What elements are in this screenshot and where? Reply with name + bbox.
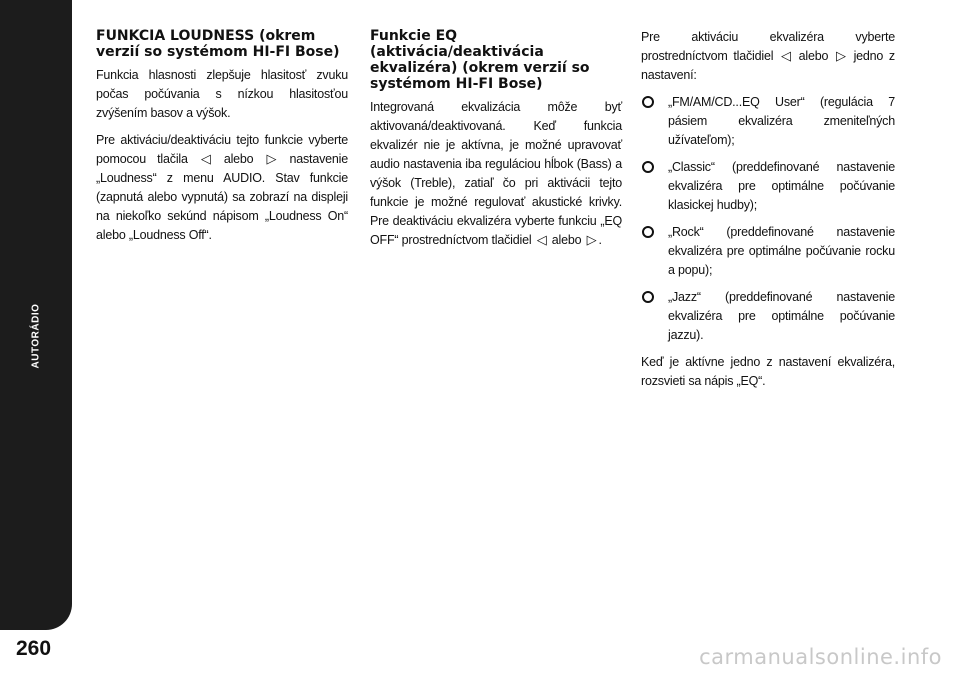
circle-bullet-icon [642,226,654,238]
list-item-text: „FM/AM/CD...EQ User“ (regulácia 7 pásiem ekvalizéra zmeniteľných užívateľom); [668,95,895,147]
circle-bullet-icon [642,291,654,303]
list-item-text: „Rock“ (preddefinované nastavenie ekvalizéra pre optimálne počúvanie rocku a popu); [668,225,895,277]
column-eq [370,28,622,258]
section-side-tab [0,0,72,630]
paragraph-eq-activation [641,28,895,85]
list-item-text: „Jazz“ (preddefinované nastavenie ekvalizéra pre optimálne počúvanie jazzu). [668,290,895,342]
text-segment: Integrovaná ekvalizácia môže byť aktivovaná/deaktivovaná. Keď funkcia ekvalizér nie je aktívna, je možné upravovať audio nastavenia iba reguláciou hĺbok (Bass) a výšok (Treble), zatiaľ čo pri aktivácii tejto funkcie je možné regulovať akustické krivky. Pre deaktiváciu ekvalizéra vyberte funkciu „EQ OFF“ prostredníctvom tlačidiel [370,100,622,247]
paragraph-eq-indicator: Keď je aktívne jedno z nastavení ekvalizéra, rozsvieti sa nápis „EQ“. [641,355,895,388]
circle-bullet-icon [642,161,654,173]
paragraph-loudness-activation [96,131,348,245]
right-arrow-icon: ▷ [835,49,846,64]
page-number: 260 [16,637,52,660]
paragraph-eq-description [370,98,622,250]
heading-loudness: FUNKCIA LOUDNESS (okrem verzií so systémom HI-FI Bose) [96,28,340,60]
text-segment: jedno z nastavení: [641,49,895,82]
text-segment: nastavenie „Loudness“ z menu AUDIO. Stav funkcie (zapnutá alebo vypnutá) sa zobrazí na displeji na niekoľko sekúnd nápisom „Loudness On“ alebo „Loudness Off“. [96,152,348,242]
list-item-text: „Classic“ (preddefinované nastavenie ekvalizéra pre optimálne počúvanie klasickej hudby); [668,160,895,212]
column-eq-presets [641,28,895,399]
left-arrow-icon: ◁ [200,152,211,167]
list-item [641,223,895,280]
list-item [641,288,895,345]
list-item [641,158,895,215]
paragraph-loudness-description: Funkcia hlasnosti zlepšuje hlasitosť zvuku počas počúvania s nízkou hlasitosťou zvýšením basov a výšok. [96,68,348,120]
text-segment: alebo [798,49,829,63]
circle-bullet-icon [642,96,654,108]
right-arrow-icon: ▷ [586,233,597,248]
list-item [641,93,895,150]
heading-eq: Funkcie EQ (aktivácia/deaktivácia ekvalizéra) (okrem verzií so systémom HI-FI Bose) [370,28,590,92]
column-loudness [96,28,348,253]
section-label: AUTORÁDIO [30,303,42,369]
text-segment: Pre aktiváciu/deaktiváciu tejto funkcie vyberte pomocou tlačila [96,133,348,166]
left-arrow-icon: ◁ [781,49,791,64]
text-segment: alebo [551,233,582,247]
left-arrow-icon: ◁ [536,233,547,248]
eq-preset-list [641,93,895,345]
watermark: carmanualsonline.info [699,645,942,669]
text-segment: . [598,233,602,247]
text-segment: alebo [223,152,254,166]
text-segment: Pre aktiváciu ekvalizéra vyberte prostredníctvom tlačidiel [641,30,895,63]
right-arrow-icon: ▷ [266,152,277,167]
